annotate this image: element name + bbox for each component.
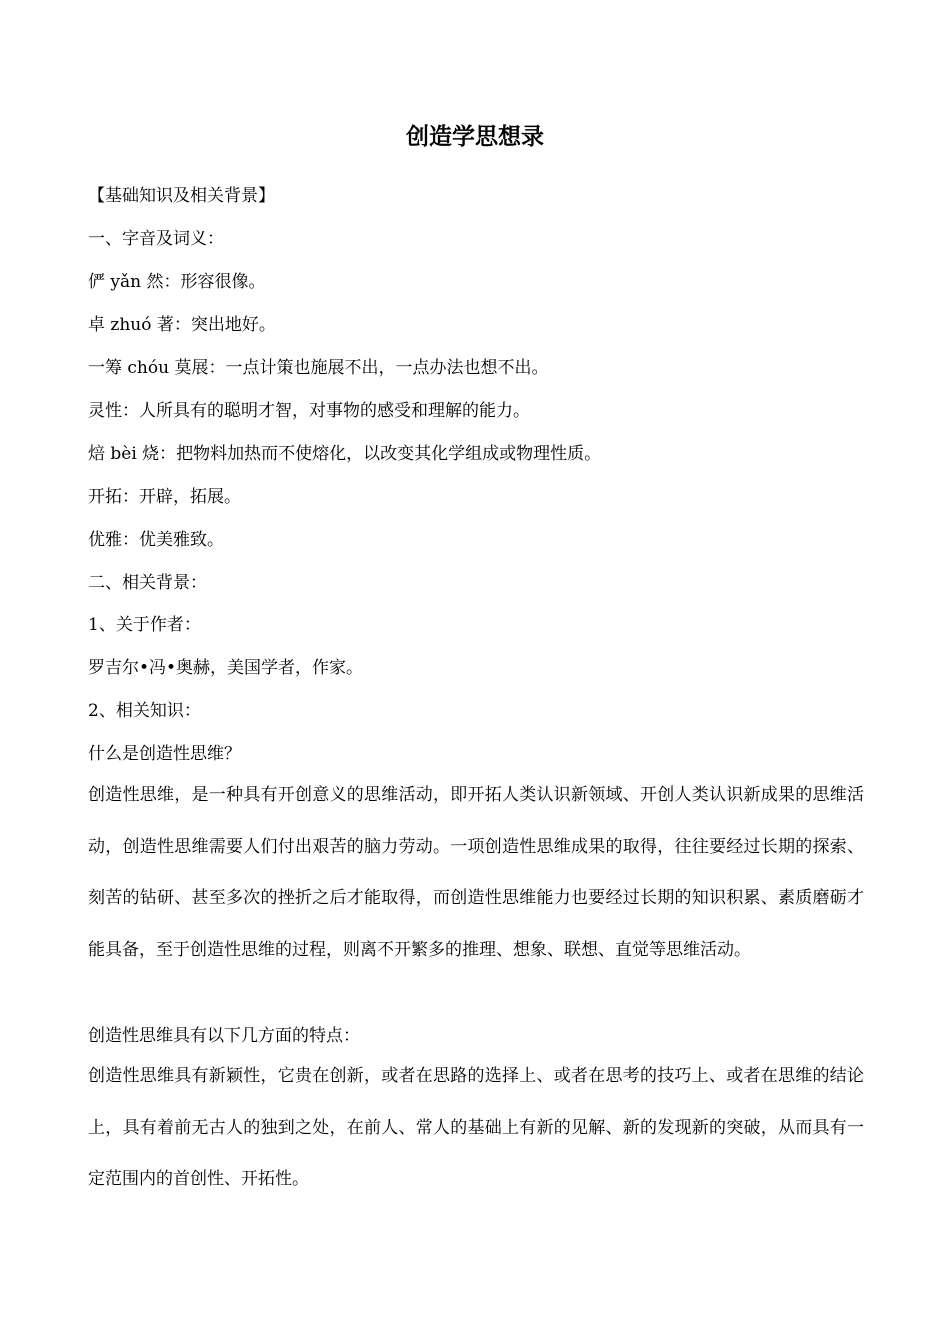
features-heading: 创造性思维具有以下几方面的特点： [88,1026,360,1046]
vocab-item: 优雅：优美雅致。 [88,530,224,550]
question-text: 什么是创造性思维？ [88,744,241,764]
document-title: 创造学思想录 [406,124,544,150]
section-heading: 【基础知识及相关背景】 [88,186,275,206]
vocab-item: 开拓：开辟，拓展。 [88,487,241,507]
novelty-paragraph: 创造性思维具有新颖性，它贵在创新，或者在思路的选择上、或者在思考的技巧上、或者在思维的结论上，具有着前无古人的独到之处，在前人、常人的基础上有新的见解、新的发现新的突破，从而具有一定范围内的首创性、开拓性。 [88,1066,864,1189]
part1-heading: 一、字音及词义： [88,229,224,249]
vocab-item: 一筹 chóu 莫展：一点计策也施展不出，一点办法也想不出。 [88,358,549,378]
part2-heading: 二、相关背景： [88,573,207,593]
vocab-item: 焙 bèi 烧：把物料加热而不使熔化，以改变其化学组成或物理性质。 [88,444,602,464]
definition-paragraph: 创造性思维，是一种具有开创意义的思维活动，即开拓人类认识新领域、开创人类认识新成果的思维活动，创造性思维需要人们付出艰苦的脑力劳动。一项创造性思维成果的取得，往往要经过长期的探索、刻苦的钻研、甚至多次的挫折之后才能取得，而创造性思维能力也要经过长期的知识积累、素质磨砺才能具备，至于创造性思维的过程，则离不开繁多的推理、想象、联想、直觉等思维活动。 [88,785,864,960]
vocab-item: 俨 yǎn 然：形容很像。 [88,272,266,292]
knowledge-heading: 2、相关知识： [88,701,201,721]
vocab-item: 卓 zhuó 著：突出地好。 [88,315,276,335]
author-heading: 1、关于作者： [88,615,201,635]
vocab-item: 灵性：人所具有的聪明才智，对事物的感受和理解的能力。 [88,401,530,421]
author-text: 罗吉尔•冯•奥赫，美国学者，作家。 [88,658,364,678]
